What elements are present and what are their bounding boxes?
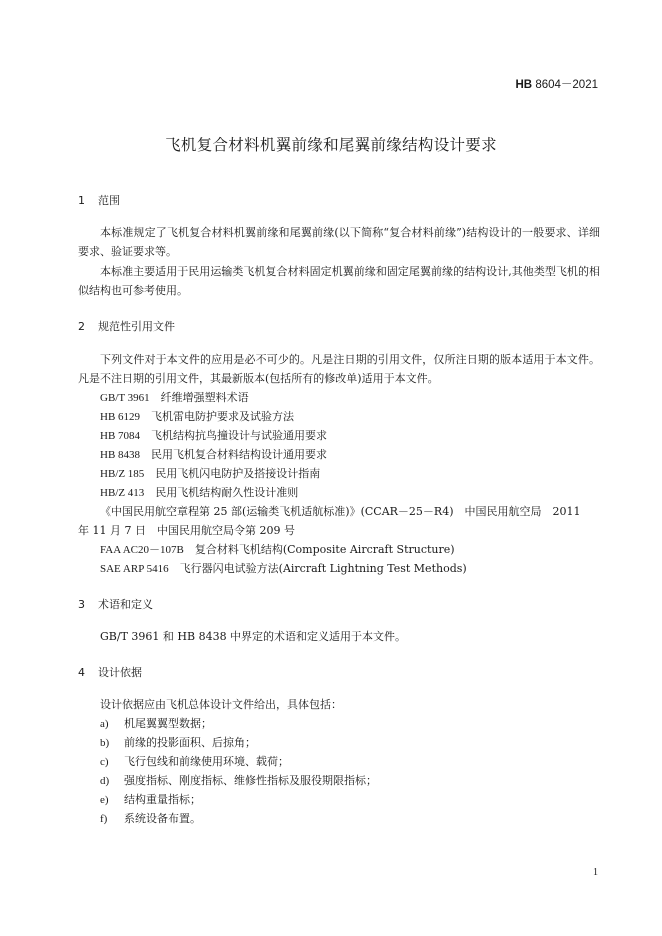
faa-reference (100, 541, 455, 557)
list-item (100, 772, 377, 788)
section-number: 1 (78, 194, 85, 207)
section-1-paragraph-1: 本标准规定了飞机复合材料机翼前缘和尾翼前缘(以下简称“复合材料前缘”)结构设计的一般要求、详细要求、验证要求等。 (78, 226, 600, 258)
reference-title: 复合材料飞机结构(Composite Aircraft Structure) (194, 543, 455, 556)
list-label: c) (100, 756, 109, 768)
reference-code: GB/T 3961 (100, 392, 150, 404)
section-number: 3 (78, 598, 85, 611)
standard-number: 8604－2021 (535, 79, 598, 91)
list-text: 结构重量指标； (124, 793, 201, 806)
list-text: 系统设备布置。 (124, 812, 201, 825)
section-title: 设计依据 (98, 666, 142, 679)
section-1-paragraph-2: 本标准主要适用于民用运输类飞机复合材料固定机翼前缘和固定尾翼前缘的结构设计,其他类型飞机的相似结构也可参考使用。 (78, 265, 600, 297)
ccar-reference-line-2: 年 11 月 7 日 中国民用航空局令第 209 号 (78, 524, 295, 537)
section-4-heading (78, 664, 142, 680)
list-item (100, 810, 201, 826)
list-text: 机尾翼翼型数据； (124, 717, 212, 730)
reference-code: HB/Z 185 (100, 468, 145, 480)
reference-code: FAA AC20－107B (100, 544, 184, 556)
reference-item (100, 408, 294, 424)
section-title: 术语和定义 (98, 598, 153, 611)
section-title: 范围 (98, 194, 120, 207)
list-item (100, 791, 201, 807)
list-item (100, 734, 256, 750)
reference-code: HB 7084 (100, 430, 141, 442)
reference-item (100, 465, 320, 481)
section-2-intro: 下列文件对于本文件的应用是必不可少的。凡是注日期的引用文件，仅所注日期的版本适用于本文件。凡是不注日期的引用文件，其最新版本(包括所有的修改单)适用于本文件。 (78, 353, 600, 385)
list-text: 强度指标、刚度指标、维修性指标及服役期限指标； (124, 774, 377, 787)
reference-code: HB 6129 (100, 411, 141, 423)
reference-code: HB/Z 413 (100, 487, 145, 499)
section-2-heading (78, 318, 175, 334)
reference-title: 飞行器闪电试验方法(Aircraft Lightning Test Methods) (179, 562, 467, 575)
reference-title: 民用飞机结构耐久性设计准则 (155, 486, 299, 499)
reference-title: 民用飞机复合材料结构设计通用要求 (151, 448, 328, 461)
list-item (100, 753, 289, 769)
list-label: a) (100, 718, 109, 730)
reference-code: HB 8438 (100, 449, 141, 461)
document-title: 飞机复合材料机翼前缘和尾翼前缘结构设计要求 (165, 136, 497, 154)
reference-item (100, 446, 327, 462)
list-text: 前缘的投影面积、后掠角； (124, 736, 256, 749)
ccar-reference-line-1: 《中国民用航空章程第 25 部(运输类飞机适航标准)》(CCAR－25－R4) 中国民用航空局 2011 (100, 505, 581, 518)
section-3-paragraph: GB/T 3961 和 HB 8438 中界定的术语和定义适用于本文件。 (100, 630, 407, 643)
list-label: b) (100, 737, 110, 749)
section-3-heading (78, 596, 153, 612)
section-number: 2 (78, 320, 85, 333)
reference-title: 飞机结构抗鸟撞设计与试验通用要求 (151, 429, 328, 442)
standard-prefix: HB (515, 79, 533, 91)
section-title: 规范性引用文件 (98, 320, 175, 333)
section-4-intro: 设计依据应由飞机总体设计文件给出，具体包括： (100, 698, 342, 711)
sae-reference (100, 560, 467, 576)
list-label: f) (100, 813, 108, 825)
section-number: 4 (78, 666, 85, 679)
reference-title: 飞机雷电防护要求及试验方法 (151, 410, 295, 423)
reference-item (100, 389, 249, 405)
reference-item (100, 427, 327, 443)
list-label: d) (100, 775, 110, 787)
reference-code: SAE ARP 5416 (100, 563, 169, 575)
list-label: e) (100, 794, 109, 806)
reference-title: 纤维增强塑料术语 (160, 391, 249, 404)
standard-code (516, 76, 599, 92)
reference-item (100, 484, 298, 500)
section-1-heading (78, 192, 120, 208)
list-text: 飞行包线和前缘使用环境、载荷； (124, 755, 289, 768)
reference-title: 民用飞机闪电防护及搭接设计指南 (155, 467, 321, 480)
page-number: 1 (593, 867, 598, 878)
list-item (100, 715, 212, 731)
